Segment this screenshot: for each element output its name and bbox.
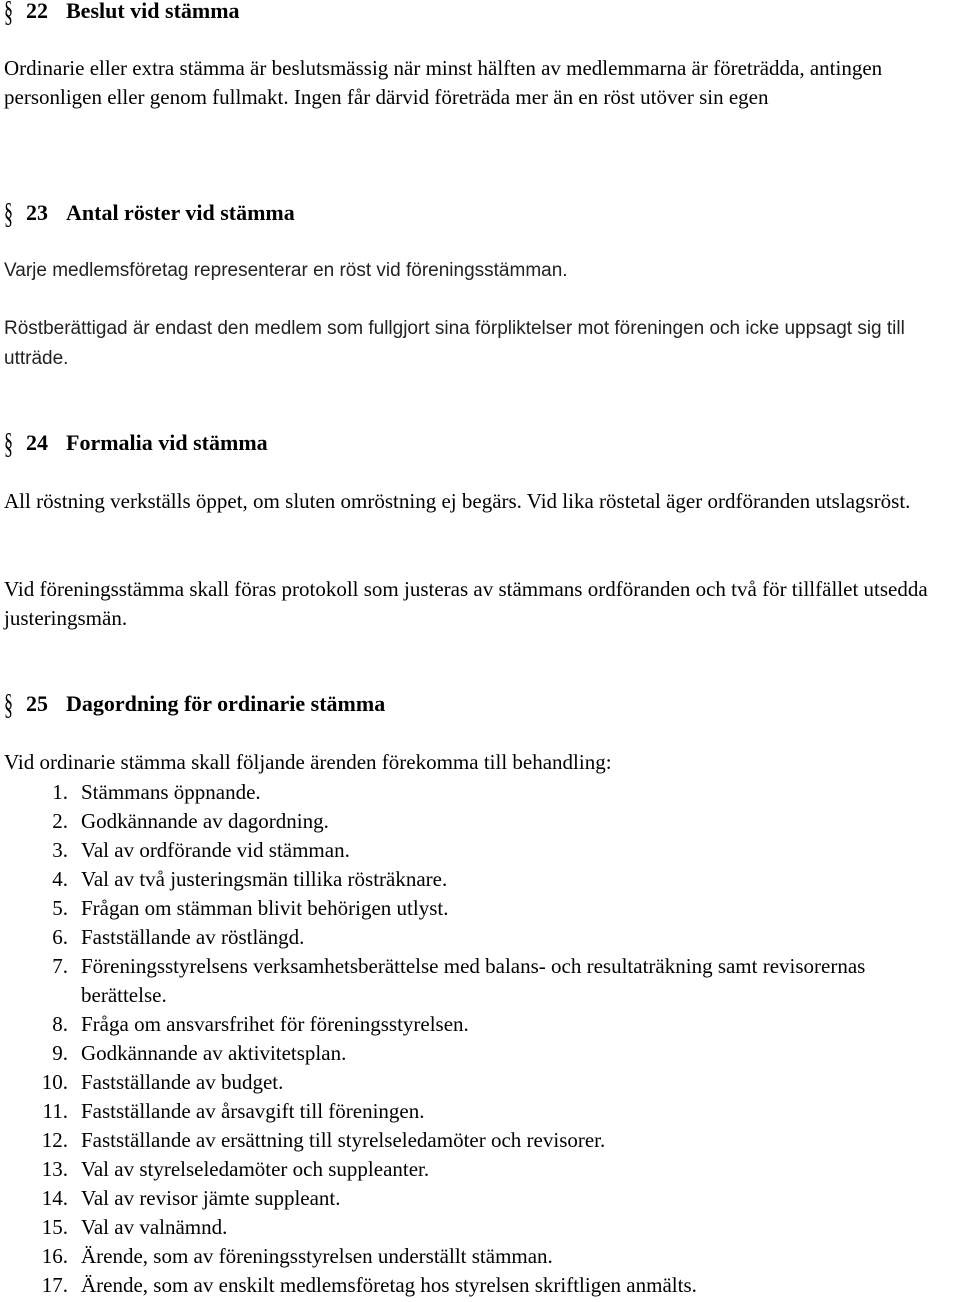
- section-25-heading: [4, 688, 386, 721]
- section-title: Beslut vid stämma: [66, 0, 240, 23]
- agenda-item-text: Fråga om ansvarsfrihet för föreningsstyrelsen.: [81, 1012, 469, 1036]
- agenda-item-text: Fastställande av ersättning till styrelseledamöter och revisorer.: [81, 1128, 606, 1152]
- agenda-item-number: 9.: [52, 1041, 68, 1065]
- agenda-item: [4, 865, 954, 894]
- agenda-item-number: 7.: [52, 954, 68, 978]
- section-number: 23: [26, 200, 48, 225]
- agenda-item-text: Val av styrelseledamöter och suppleanter.: [81, 1157, 430, 1181]
- section-sign: §: [4, 688, 13, 721]
- section-title: Dagordning för ordinarie stämma: [66, 691, 386, 716]
- section-24-paragraph-1: All röstning verkställs öppet, om sluten omröstning ej begärs. Vid lika röstetal äger ordföranden utslagsröst.: [4, 489, 911, 513]
- agenda-item-text: Val av revisor jämte suppleant.: [81, 1186, 341, 1210]
- section-sign: §: [4, 0, 13, 28]
- agenda-item-text: Fastställande av röstlängd.: [81, 925, 305, 949]
- agenda-item-number: 8.: [52, 1012, 68, 1036]
- agenda-item-text: Frågan om stämman blivit behörigen utlyst.: [81, 896, 449, 920]
- agenda-item: [4, 1184, 954, 1213]
- agenda-item-number: 12.: [41, 1128, 68, 1152]
- agenda-item-number: 11.: [42, 1099, 68, 1123]
- agenda-item-text: Godkännande av aktivitetsplan.: [81, 1041, 347, 1065]
- agenda-item: [4, 1126, 954, 1155]
- agenda-item: [4, 836, 954, 865]
- agenda-item: [4, 1213, 954, 1242]
- agenda-item: [4, 1039, 954, 1068]
- agenda-item-text: Fastställande av budget.: [81, 1070, 284, 1094]
- agenda-item: [4, 1242, 954, 1271]
- agenda-item-text: Val av ordförande vid stämman.: [81, 838, 350, 862]
- agenda-item: [4, 778, 954, 807]
- agenda-item: [4, 923, 954, 952]
- agenda-item-text: Föreningsstyrelsens verksamhetsberättelse med balans- och resultaträkning samt revisorernas berättelse.: [81, 954, 866, 1007]
- section-23-paragraph-1: Varje medlemsföretag representerar en röst vid föreningsstämman.: [4, 260, 568, 281]
- agenda-item-number: 6.: [52, 925, 68, 949]
- agenda-item-text: Val av valnämnd.: [81, 1215, 228, 1239]
- agenda-item-text: Godkännande av dagordning.: [81, 809, 329, 833]
- section-sign: §: [4, 197, 13, 230]
- section-24-heading: [4, 427, 268, 460]
- agenda-item-text: Val av två justeringsmän tillika rösträknare.: [81, 867, 448, 891]
- section-number: 22: [26, 0, 48, 23]
- agenda-item-number: 14.: [41, 1186, 68, 1210]
- agenda-item-number: 10.: [41, 1070, 68, 1094]
- section-23-paragraph-2: Röstberättigad är endast den medlem som fullgjort sina förpliktelser mot föreningen och icke uppsagt sig till utträde.: [4, 318, 905, 369]
- section-title: Formalia vid stämma: [66, 430, 268, 455]
- section-title: Antal röster vid stämma: [66, 200, 295, 225]
- section-24-paragraph-2: Vid föreningsstämma skall föras protokoll som justeras av stämmans ordföranden och två för tillfället utsedda justeringsmän.: [4, 577, 928, 630]
- section-22-heading: [4, 0, 240, 28]
- agenda-item: [4, 1068, 954, 1097]
- agenda-item-number: 5.: [52, 896, 68, 920]
- agenda-item: [4, 952, 954, 1010]
- agenda-item-number: 15.: [41, 1215, 68, 1239]
- agenda-item: [4, 1010, 954, 1039]
- agenda-item-number: 3.: [52, 838, 68, 862]
- section-sign: §: [4, 427, 13, 460]
- agenda-item: [4, 1097, 954, 1126]
- agenda-item-text: Stämmans öppnande.: [81, 780, 261, 804]
- agenda-item: [4, 1155, 954, 1184]
- agenda-item-text: Ärende, som av föreningsstyrelsen underställt stämman.: [81, 1244, 553, 1268]
- agenda-item-text: Ärende, som av enskilt medlemsföretag hos styrelsen skriftligen anmälts.: [81, 1273, 697, 1297]
- agenda-item-number: 16.: [41, 1244, 68, 1268]
- agenda-list: [4, 778, 954, 1300]
- agenda-item: [4, 1271, 954, 1300]
- section-number: 25: [26, 691, 48, 716]
- section-25-paragraph-1: Vid ordinarie stämma skall följande ärenden förekomma till behandling:: [4, 750, 612, 774]
- agenda-item-number: 4.: [52, 867, 68, 891]
- agenda-item-text: Fastställande av årsavgift till föreningen.: [81, 1099, 425, 1123]
- agenda-item: [4, 807, 954, 836]
- section-22-paragraph-1: Ordinarie eller extra stämma är beslutsmässig när minst hälften av medlemmarna är företrädda, antingen personligen eller genom fullmakt. Ingen får därvid företräda mer än en röst utöver sin egen: [4, 56, 883, 109]
- agenda-item: [4, 894, 954, 923]
- agenda-item-number: 1.: [52, 780, 68, 804]
- section-number: 24: [26, 430, 48, 455]
- section-23-heading: [4, 197, 295, 230]
- agenda-item-number: 2.: [52, 809, 68, 833]
- agenda-item-number: 17.: [41, 1273, 68, 1297]
- agenda-item-number: 13.: [41, 1157, 68, 1181]
